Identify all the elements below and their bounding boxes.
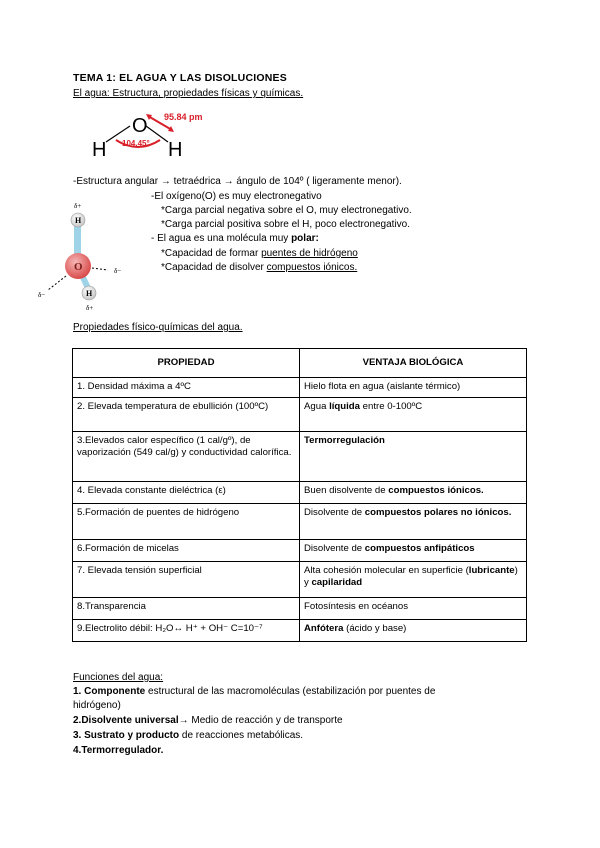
ball-oxygen-label: O [74, 261, 83, 273]
ball-hydrogen-top-label: H [75, 216, 82, 225]
structure-line-6: *Capacidad de formar puentes de hidrógeno [161, 248, 358, 259]
function-1: 1. Componente estructural de las macromoléculas (estabilización por puentes de [73, 686, 436, 697]
table-row: 4. Elevada constante dieléctrica (ε) Buen disolvente de compuestos iónicos. [73, 482, 527, 504]
props-heading: Propiedades físico-químicas del agua. [73, 322, 243, 333]
table-row: 7. Elevada tensión superficial Alta cohesión molecular en superficie (lubricante) y capilaridad [73, 562, 527, 598]
structure-line-5: - El agua es una molécula muy polar: [151, 233, 319, 244]
table-row: 3.Elevados calor específico (1 cal/gº), de vaporización (549 cal/g) y conductividad calorífica. Termorregulación [73, 432, 527, 482]
table-header-row [73, 349, 527, 378]
structure-line-2: -El oxígeno(O) es muy electronegativo [151, 191, 322, 202]
page-title: TEMA 1: EL AGUA Y LAS DISOLUCIONES [73, 72, 287, 84]
table-row: 5.Formación de puentes de hidrógeno Disolvente de compuestos polares no iónicos. [73, 504, 527, 540]
header-property: PROPIEDAD [73, 349, 300, 378]
structure-line-4: *Carga parcial positiva sobre el H, poco electronegativo. [161, 219, 411, 230]
angle-label: 104.45° [122, 139, 150, 148]
structure-line-1: -Estructura angular → tetraédrica → ángulo de 104º ( ligeramente menor). [73, 176, 402, 187]
table-row: 6.Formación de micelas Disolvente de compuestos anfipáticos [73, 540, 527, 562]
table-row: 8.Transparencia Fotosíntesis en océanos [73, 598, 527, 620]
function-1-cont: hidrógeno) [73, 700, 121, 711]
delta-plus-bottom: δ+ [86, 304, 94, 312]
table-row: 9.Electrolito débil: H₂O↔ H⁺ + OH⁻ C=10⁻⁷ Anfótera (ácido y base) [73, 620, 527, 642]
delta-plus-top: δ+ [74, 202, 82, 210]
header-advantage: VENTAJA BIOLÓGICA [300, 349, 527, 378]
function-3: 3. Sustrato y producto de reacciones metabólicas. [73, 730, 304, 741]
delta-minus-left: δ− [38, 291, 46, 299]
hydrogen-right-label: H [168, 139, 183, 161]
oxygen-label: O [132, 115, 148, 137]
structure-line-7: *Capacidad de disolver compuestos iónicos. [161, 262, 358, 273]
function-4: 4.Termorregulador. [73, 745, 164, 756]
subtitle: El agua: Estructura, propiedades físicas y químicas. [73, 88, 304, 99]
hydrogen-left-label: H [92, 139, 107, 161]
functions-heading: Funciones del agua: [73, 672, 164, 683]
function-2: 2.Disolvente universal→ Medio de reacción y de transporte [73, 715, 343, 726]
delta-minus-right: δ− [114, 267, 122, 275]
properties-table [72, 348, 527, 642]
bond-length-label: 95.84 pm [164, 112, 203, 122]
table-row: 2. Elevada temperatura de ebullición (100ºC) Agua líquida entre 0-100ºC [73, 398, 527, 432]
structure-line-3: *Carga parcial negativa sobre el O, muy electronegativo. [161, 205, 412, 216]
water-ball-model [38, 196, 138, 312]
table-row: 1. Densidad máxima a 4ºC Hielo flota en agua (aislante térmico) [73, 378, 527, 398]
water-molecule-diagram [86, 106, 226, 164]
ball-hydrogen-bottom-label: H [86, 289, 93, 298]
